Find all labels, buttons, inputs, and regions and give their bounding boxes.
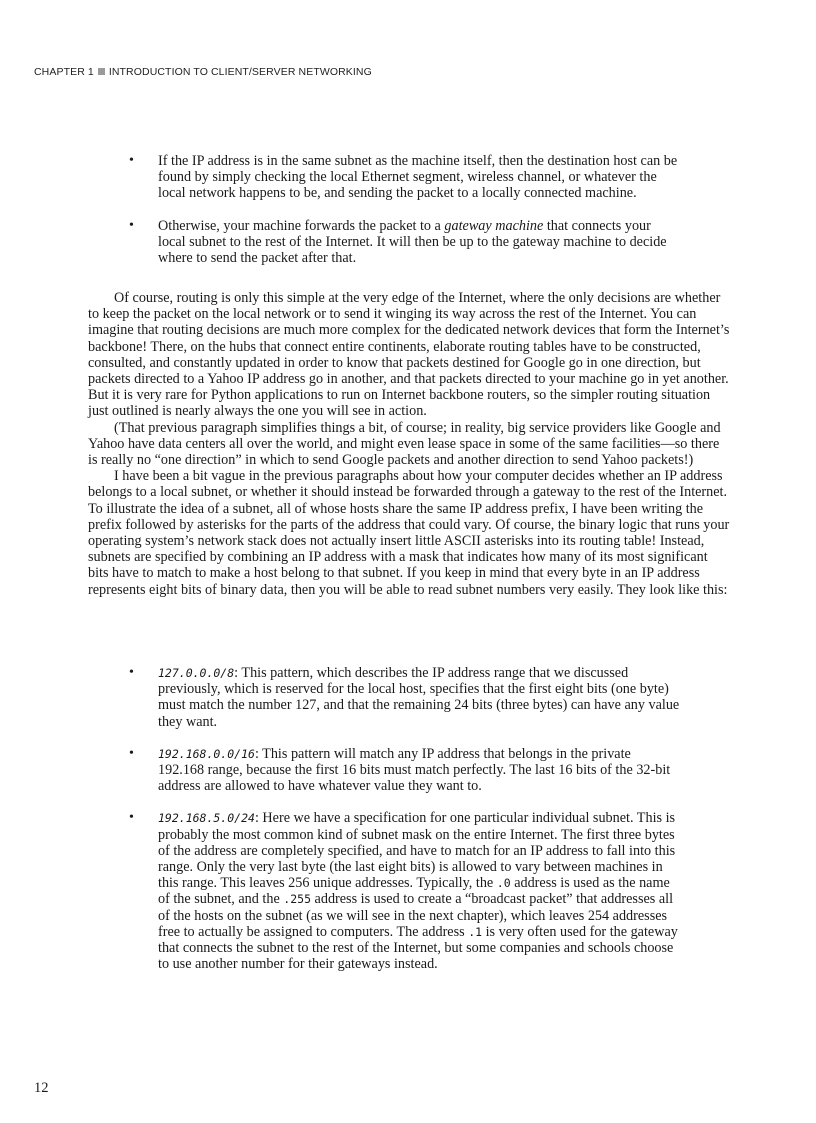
bullet-text: is very often used for the gateway that connects the subnet to the rest of the Internet, but some companies and schools choose to use another number for their gateways instead. [158,923,678,973]
bullet-icon: • [129,810,134,826]
bullet-text: Otherwise, your machine forwards the packet to a [158,217,445,234]
subnet-code: 192.168.5.0/24 [158,811,255,826]
paragraph: Of course, routing is only this simple at the very edge of the Internet, where the only decisions are whether to keep the packet on the local network or to send it winging its way across the rest of the Internet. You can imagine that routing decisions are much more complex for the dedicated network devices that form the Internet’s backbone! There, on the hubs that connect entire continents, elaborate routing tables have to be constructed, consulted, and constantly updated in order to know that packets destined for Google go in one direction, but packets directed to a Yahoo IP address go in another, and that packets directed to your machine go in yet another. But it is very rare for Python applications to run on Internet backbone routers, so the simpler routing situation just outlined is nearly always the one you will see in action. [88,290,730,420]
subnet-code: 127.0.0.0/8 [158,666,235,680]
running-head [34,66,372,78]
chapter-label: CHAPTER 1 [34,66,94,78]
subnet-bullet-list [120,665,680,988]
paragraph: (That previous paragraph simplifies things a bit, of course; in reality, big service providers like Google and Yahoo have data centers all over the world, and might even lease space in some of the same facilities—so there is really no “one direction” in which to send Google packets and another direction to send Yahoo packets!) [88,419,721,469]
bullet-icon: • [129,665,134,680]
inline-code: .1 [468,924,483,939]
page-number: 12 [34,1080,49,1096]
bullet-text: : This pattern, which describes the IP address range that we discussed previously, which is reserved for the local host, specifies that the first eight bits (one byte) must match the number 127, and that the remaining 24 bits (three bytes) can have any value they want. [158,665,680,730]
bullet-text: : Here we have a specification for one particular individual subnet. This is probably the most common kind of subnet mask on the entire Internet. The first three bytes of the address are completely specified, and have to match for an IP address to fall into this range. Only the very last byte (the last eight bits) is allowed to vary between machines in this range. This leaves 256 unique addresses. Typically, the [158,810,676,892]
separator-square-icon [98,68,105,75]
bullet-text: : This pattern will match any IP address that belongs in the private 192.168 range, because the first 16 bits must match perfectly. The last 16 bits of the 32-bit address are allowed to have whatever value they want to. [158,745,671,795]
routing-bullet-list [120,153,680,282]
bullet-icon: • [129,153,134,168]
list-item [120,218,680,267]
list-item [120,746,680,795]
bullet-text: If the IP address is in the same subnet as the machine itself, then the destination host can be found by simply checking the local Ethernet segment, wireless channel, or whatever the local network happens to be, and sending the packet to a locally connected machine. [158,153,678,202]
list-item [120,810,680,972]
bullet-text: address is used to create a “broadcast packet” that addresses all of the hosts on the subnet (as we will see in the next chapter), which leaves 254 addresses free to actually be assigned to computers. The address [158,891,674,940]
subnet-code: 192.168.0.0/16 [158,746,255,761]
inline-code: .0 [496,876,511,891]
body-text [88,290,730,598]
chapter-title: INTRODUCTION TO CLIENT/SERVER NETWORKING [108,66,372,78]
bullet-icon: • [129,217,134,233]
list-item [120,665,680,730]
bullet-text: that connects your local subnet to the rest of the Internet. It will then be up to the gateway machine to decide where to send the packet after that. [158,217,667,267]
emphasis-term: gateway machine [444,217,544,234]
bullet-text: address is used as the name of the subnet, and the [158,875,670,908]
paragraph: I have been a bit vague in the previous paragraphs about how your computer decides whether an IP address belongs to a local subnet, or whether it should instead be forwarded through a gateway to the rest of the Internet. To illustrate the idea of a subnet, all of whose hosts share the same IP address prefix, I have been writing the prefix followed by asterisks for the parts of the address that could vary. Of course, the binary logic that runs your operating system’s network stack does not actually insert little ASCII asterisks into its routing table! Instead, subnets are specified by combining an IP address with a mask that indicates how many of its most significant bits have to match to make a host belong to that subnet. If you keep in mind that every byte in an IP address represents eight bits of binary data, then you will be able to read subnet numbers very easily. They look like this: [88,468,730,598]
bullet-icon: • [129,745,134,761]
inline-code: .255 [283,892,311,907]
list-item [120,153,680,202]
